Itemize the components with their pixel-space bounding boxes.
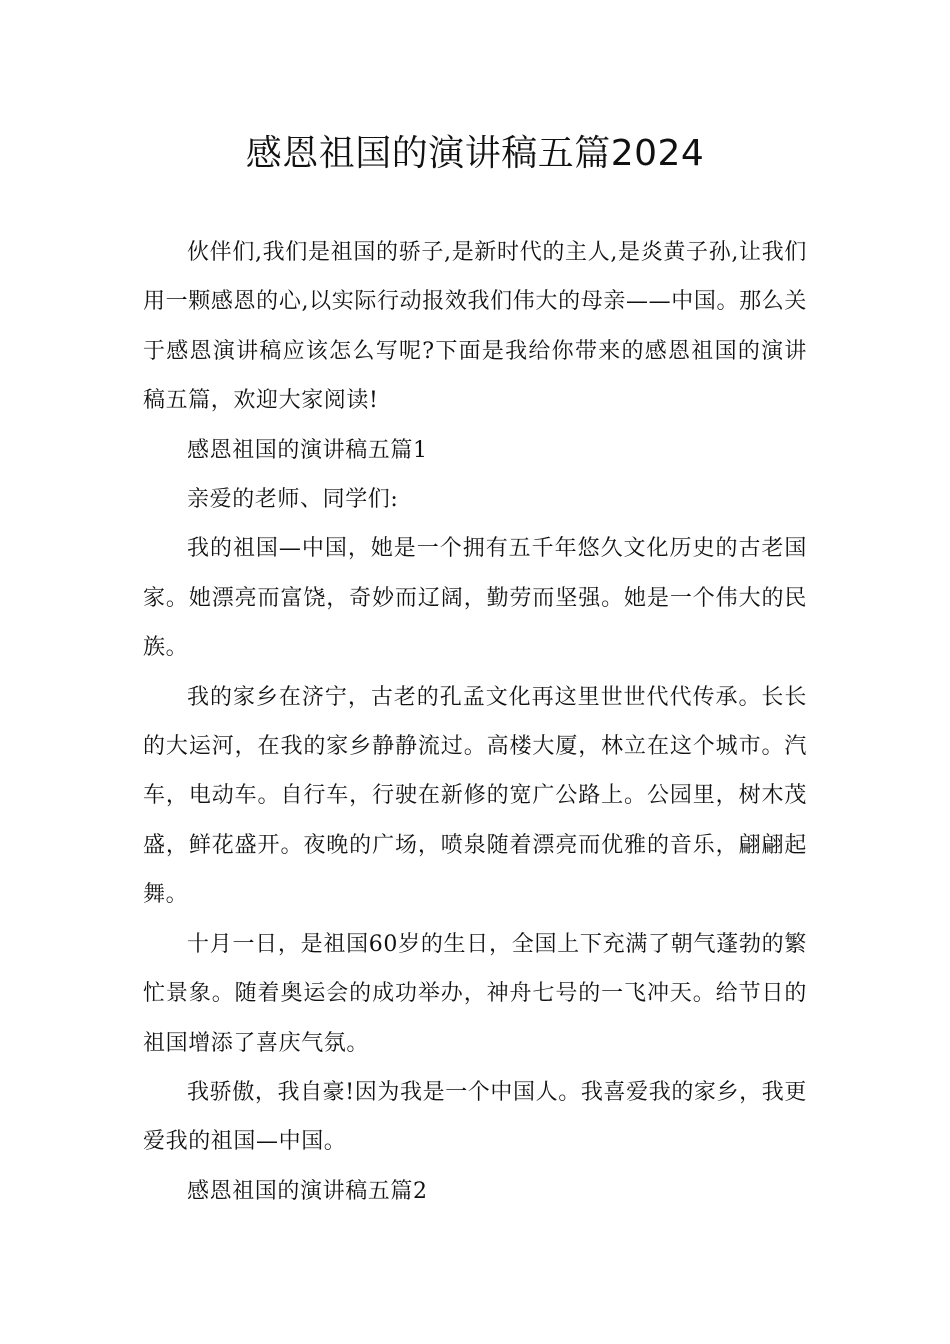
intro-paragraph: 伙伴们,我们是祖国的骄子,是新时代的主人,是炎黄子孙,让我们用一颗感恩的心,以实际行动报效我们伟大的母亲——中国。那么关于感恩演讲稿应该怎么写呢?下面是我给你带来的感恩祖国的演讲稿五篇，欢迎大家阅读! — [143, 240, 807, 414]
section-heading-2: 感恩祖国的演讲稿五篇2 — [187, 1178, 428, 1204]
section-heading-1: 感恩祖国的演讲稿五篇1 — [187, 437, 428, 463]
paragraph-hometown: 我的家乡在济宁，古老的孔孟文化再这里世世代代传承。长长的大运河，在我的家乡静静流过。高楼大厦，林立在这个城市。汽车，电动车。自行车，行驶在新修的宽广公路上。公园里，树木茂盛，鲜花盛开。夜晚的广场，喷泉随着漂亮而优雅的音乐，翩翩起舞。 — [143, 684, 807, 908]
paragraph-motherland: 我的祖国—中国，她是一个拥有五千年悠久文化历史的古老国家。她漂亮而富饶，奇妙而辽阔，勤劳而坚强。她是一个伟大的民族。 — [143, 536, 807, 661]
document-title: 感恩祖国的演讲稿五篇2024 — [245, 133, 705, 174]
salutation: 亲爱的老师、同学们: — [187, 487, 399, 513]
paragraph-national-day: 十月一日，是祖国60岁的生日，全国上下充满了朝气蓬勃的繁忙景象。随着奥运会的成功举办，神舟七号的一飞冲天。给节日的祖国增添了喜庆气氛。 — [143, 931, 807, 1056]
paragraph-pride: 我骄傲，我自豪!因为我是一个中国人。我喜爱我的家乡，我更爱我的祖国—中国。 — [143, 1079, 807, 1155]
document-body — [143, 228, 807, 1216]
